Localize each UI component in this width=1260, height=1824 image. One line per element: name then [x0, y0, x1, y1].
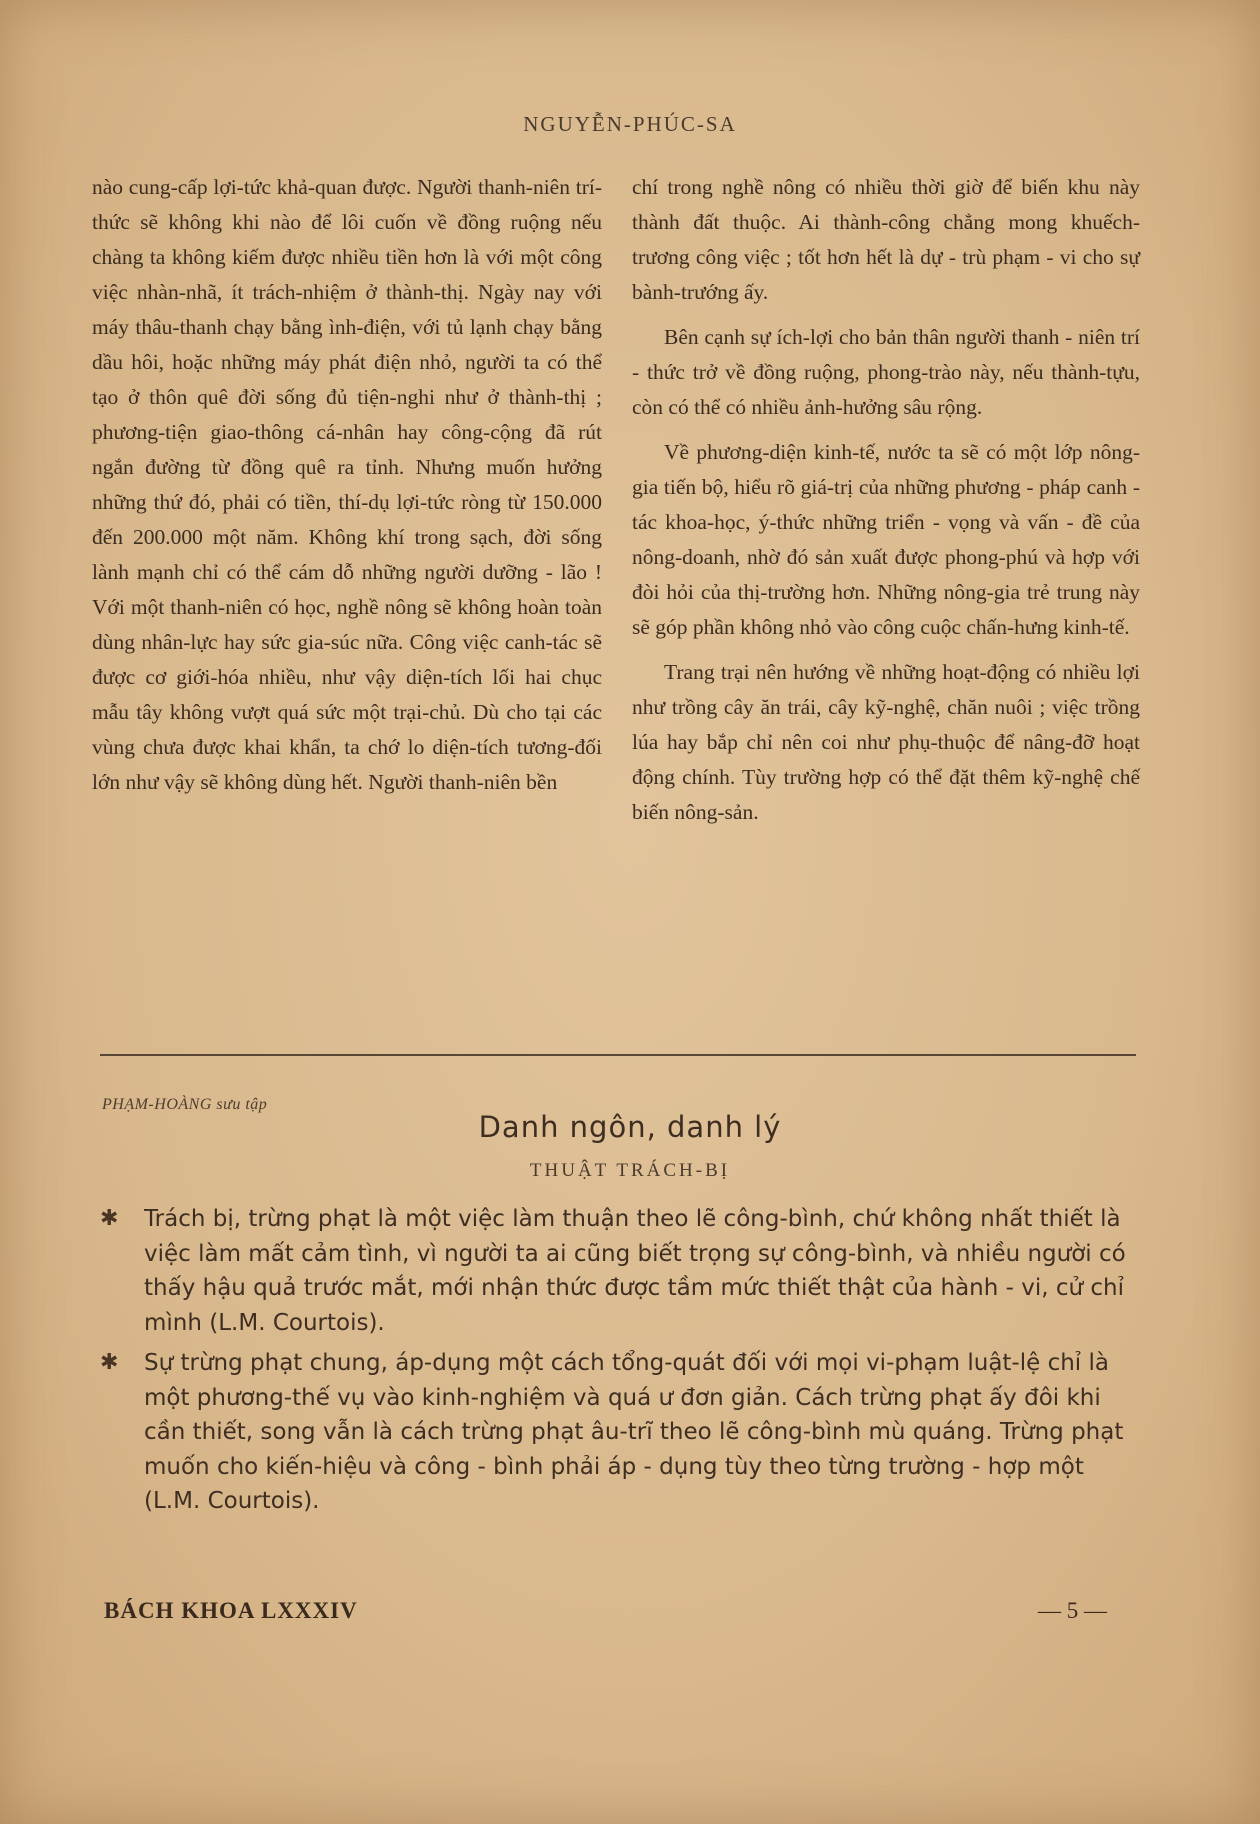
compiler-credit: PHẠM-HOÀNG sưu tập [102, 1096, 268, 1113]
paragraph: chí trong nghề nông có nhiều thời giờ để biến khu này thành đất thuộc. Ai thành-công chẳng mong khuếch-trương công việc ; tốt hơn hết là dự - trù phạm - vi cho sự bành-trướng ấy. [632, 175, 1140, 304]
quote-text: Sự trừng phạt chung, áp-dụng một cách tổng-quát đối với mọi vi-phạm luật-lệ chỉ là một phương-thế vụ vào kinh-nghiệm và quá ư đơn giản. Cách trừng phạt ấy đôi khi cần thiết, song vẫn là cách trừng phạt âu-trĩ theo lẽ công-bình mù quáng. Trừng phạt muốn cho kiến-hiệu và công - bình phải áp - dụng tùy theo từng trường - hợp một (L.M. Courtois). [144, 1350, 1124, 1514]
quote-item [100, 1346, 1140, 1519]
page-number: — 5 — [1038, 1598, 1107, 1623]
quote-item [100, 1202, 1140, 1340]
quote-list [100, 1202, 1140, 1525]
right-column [632, 170, 1140, 840]
star-bullet-icon: ✱ [100, 1206, 119, 1231]
quote-text: Trách bị, trừng phạt là một việc làm thuận theo lẽ công-bình, chứ không nhất thiết là việc làm mất cảm tình, vì người ta ai cũng biết trọng sự công-bình, và nhiều người có thấy hậu quả trước mắt, mới nhận thức được tầm mức thiết thật của hành - vi, cử chỉ mình (L.M. Courtois). [144, 1206, 1126, 1336]
running-head: NGUYỄN-PHÚC-SA [523, 112, 737, 136]
section-title: Danh ngôn, danh lý [478, 1110, 782, 1144]
section-divider [100, 1054, 1136, 1056]
left-column [92, 170, 602, 810]
paragraph: Về phương-diện kinh-tế, nước ta sẽ có một lớp nông-gia tiến bộ, hiểu rõ giá-trị của những phương - pháp canh - tác khoa-học, ý-thức những triển - vọng và vấn - đề của nông-doanh, nhờ đó sản xuất được phong-phú và hợp với đòi hỏi của thị-trường hơn. Những nông-gia trẻ trung này sẽ góp phần không nhỏ vào công cuộc chấn-hưng kinh-tế. [632, 440, 1140, 639]
paragraph: nào cung-cấp lợi-tức khả-quan được. Người thanh-niên trí-thức sẽ không khi nào để lôi cuốn về đồng ruộng nếu chàng ta không kiếm được nhiều tiền hơn là với một công việc nhàn-nhã, ít trách-nhiệm ở thành-thị. Ngày nay với máy thâu-thanh chạy bằng ình-điện, với tủ lạnh chạy bằng dầu hôi, hoặc những máy phát điện nhỏ, người ta có thể tạo ở thôn quê đời sống đủ tiện-nghi như ở thành-thị ; phương-tiện giao-thông cá-nhân hay công-cộng đã rút ngắn đường từ đồng quê ra tỉnh. Nhưng muốn hưởng những thứ đó, phải có tiền, thí-dụ lợi-tức ròng từ 150.000 đến 200.000 một năm. Không khí trong sạch, đời sống lành mạnh chỉ có thể cám dỗ những người dưỡng - lão ! Với một thanh-niên có học, nghề nông sẽ không hoàn toàn dùng nhân-lực hay sức gia-súc nữa. Công việc canh-tác sẽ được cơ giới-hóa nhiều, như vậy diện-tích lối hai chục mẫu tây không vượt quá sức một trại-chủ. Dù cho tại các vùng chưa được khai khẩn, ta chớ lo diện-tích tương-đối lớn như vậy sẽ không dùng hết. Người thanh-niên bền [92, 175, 602, 794]
section-subtitle: THUẬT TRÁCH-BỊ [529, 1160, 731, 1181]
paragraph: Bên cạnh sự ích-lợi cho bản thân người thanh - niên trí - thức trở về đồng ruộng, phong-trào này, nếu thành-tựu, còn có thể có nhiều ảnh-hưởng sâu rộng. [632, 325, 1140, 419]
magazine-issue: BÁCH KHOA LXXXIV [104, 1598, 358, 1623]
star-bullet-icon: ✱ [100, 1350, 119, 1375]
paragraph: Trang trại nên hướng về những hoạt-động có nhiều lợi như trồng cây ăn trái, cây kỹ-nghệ, chăn nuôi ; việc trồng lúa hay bắp chỉ nên coi như phụ-thuộc để nâng-đỡ hoạt động chính. Tùy trường hợp có thể đặt thêm kỹ-nghệ chế biến nông-sản. [632, 660, 1140, 824]
